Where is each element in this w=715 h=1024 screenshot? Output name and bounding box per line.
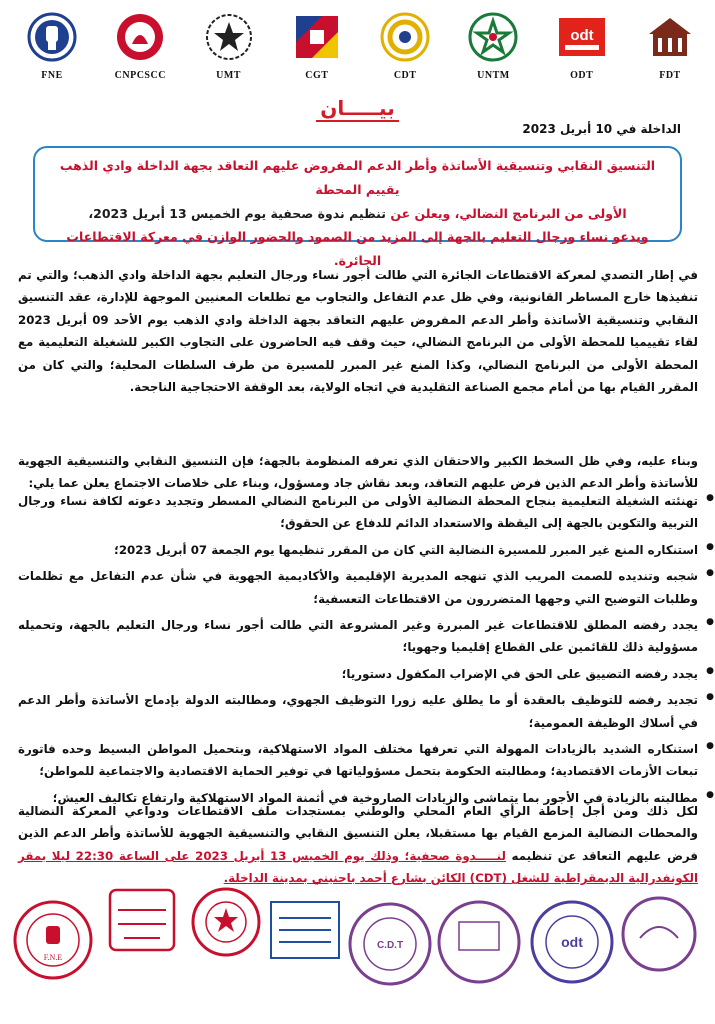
logo-cnpcscc <box>104 12 176 92</box>
logo-label: CDT <box>393 70 417 81</box>
logo-label: CGT <box>305 70 329 81</box>
logo-cdt <box>369 12 441 92</box>
logo-fne <box>16 12 88 92</box>
list-item: ● استنكاره الشديد بالزيادات المهولة التي تعرفها مختلف المواد الاستهلاكية، وبتحميل المواطن البسيط وحده فاتورة تبعات الأزمات الاقتصادية؛ ومطالبته الحكومة بتحمل مسؤولياتها في توفير الحماية الاقتصادية والاجتماعية للمواطن؛ <box>18 738 698 783</box>
cdt-icon <box>380 12 430 62</box>
cnpcscc-stamp <box>102 882 182 962</box>
logo-label: ODT <box>570 70 594 81</box>
svg-text:odt: odt <box>570 27 594 44</box>
stamps-row <box>10 880 705 1005</box>
regional-office-stamp <box>265 890 345 970</box>
logo-label: CNPCSCC <box>114 70 166 81</box>
logo-untm <box>457 12 529 92</box>
summary-line-3: ويدعو نساء ورجال التعليم بالجهة إلى المزيد من الصمود والحضور الوازن في معركة الاقتطاعات الجائرة. <box>66 229 649 268</box>
summary-box <box>33 146 682 268</box>
logo-label: FDT <box>659 70 681 81</box>
logo-fdt <box>634 12 706 92</box>
untm-stamp <box>435 892 523 992</box>
decision-paragraph: وبناء عليه، وفي ظل السخط الكبير والاحتقان الذي تعرفه المنظومة بالجهة؛ فإن التنسيق النقابي والتنسيقية الجهوية للأساتذة وأطر الدعم الذين فرض عليهم التعاقد، وبعد نقاش جاد ومسؤول، وبناء على خلاصات الاجتماع يعلن عما يلي: <box>18 454 698 491</box>
umt-stamp <box>188 884 264 964</box>
summary-line-2 <box>45 202 670 226</box>
star-gear-icon <box>204 12 254 62</box>
document-title <box>0 96 715 122</box>
logo-cgt <box>281 12 353 92</box>
press-conference-announcement: لنـــــدوة صحفية؛ وذلك يوم الخميس 13 أبريل 2023 على الساعة 22:30 ليلا بمقر الكونفدرالية الديمقراطية للشغل (CDT) الكائن بشارع أحمد باحنيني بمدينة الداخلة. <box>18 848 698 886</box>
list-item: ● استنكاره المنع غير المبرر للمسيرة النضالية التي كان من المقرر تنظيمها يوم الجمعة 07 أبريل 2023؛ <box>18 539 698 561</box>
logo-umt <box>193 12 265 92</box>
list-item: ● شجبه وتنديده للصمت المريب الذي تنهجه المديرية الإقليمية والأكاديمية الجهوية في شأن عدم التفاعل مع تظلمات وطلبات التوضيح التي وجهها المتضررون من الاقتطاعات التعسفية؛ <box>18 565 698 610</box>
fne-stamp <box>12 892 94 992</box>
union-logos-row <box>16 12 706 92</box>
title-text: بيـــــان <box>316 96 398 122</box>
resolutions-list <box>18 490 715 813</box>
fdt-stamp <box>618 886 700 986</box>
odt-stamp <box>528 892 616 992</box>
list-item: ● تهنئته الشغيلة التعليمية بنجاح المحطة النضالية الأولى من البرنامج النضالي المسطر وتجديد دعوته لكافة نساء ورجال التربية والتكوين بالجهة إلى اليقظة والاستعداد الدائم للدفاع عن الحقوق؛ <box>18 490 698 535</box>
stamp-text: odt <box>561 934 583 950</box>
list-item: ● مطالبته بالزيادة في الأجور بما يتماشى والزيادات الصاروخية في أثمنة المواد الاستهلاكية وارتفاع تكاليف العيش؛ <box>18 787 698 809</box>
summary-line-2a: الأولى من البرنامج النضالي، ويعلن عن <box>385 205 627 221</box>
logo-label: UMT <box>216 70 241 81</box>
document-date: الداخلة في 10 أبريل 2023 <box>522 122 681 136</box>
logo-label: FNE <box>41 70 63 81</box>
fdt-icon <box>645 12 695 62</box>
logo-odt <box>546 12 618 92</box>
cdt-stamp <box>345 894 435 994</box>
list-item: ● تجديد رفضه للتوظيف بالعقدة أو ما يطلق عليه زورا التوظيف الجهوي، ومطالبته الدولة بإدماج الأساتذة وأطر الدعم في أسلاك الوظيفة العمومية؛ <box>18 689 698 734</box>
list-item: ● يجدد رفضه المطلق للاقتطاعات غير المبررة وغير المشروعة التي طالت أجور نساء ورجال التعليم بالجهة، وتحميله مسؤولية ذلك للقائمين على القطاع إقليميا وجهويا؛ <box>18 614 698 659</box>
stamp-text: C.D.T <box>376 940 404 951</box>
list-item: ● يجدد رفضه التضييق على الحق في الإضراب المكفول دستوريا؛ <box>18 663 698 685</box>
retirees-icon <box>115 12 165 62</box>
closing-text: لكل ذلك ومن أجل إحاطة الرأي العام المحلي والوطني بمستجدات ملف الاقتطاعات ودواعي المعركة النضالية والمحطات النضالية المزمع القيام بها مستقبلا، يعلن التنسيق النقابي والتنسيقية الجهوية للأساتذة وأطر الدعم الذين فرض عليهم التعاقد عن تنظيمه <box>18 804 698 863</box>
cgt-icon <box>292 12 342 62</box>
logo-label: UNTM <box>477 70 510 81</box>
intro-paragraph: في إطار التصدي لمعركة الاقتطاعات الجائرة التي طالت أجور نساء ورجال التعليم بجهة الداخلة وادي الذهب؛ والتي تم تنفيذها خارج المساطر القانونية، وفي ظل عدم التفاعل والتجاوب مع تطلعات المعنيين الموجهة للإدارة، عقد التنسيق النقابي وتنسيقية الأساتذة وأطر الدعم المفروض عليهم التعاقد بجهة الداخلة وادي الذهب يوم الأحد 09 أبريل 2023 لقاء تقييميا للمحطة الأولى من البرنامج النضالي، حيث وقف فيه الحاضرون على التجاوب الكبير للشغيلة التعليمية مع المحطة الأولى من البرنامج النضالي، وكذا المنع غير المبرر للمسيرة من طرف السلطات المحلية؛ والتي كان من المقرر القيام بها من أمام مجمع الصناعة التقليدية في اتجاه الولاية، بعد الوقفة الاحتجاجية الناجحة. <box>18 268 698 395</box>
stamp-text: F.N.E <box>43 953 63 962</box>
closing-paragraph <box>18 800 698 890</box>
odt-icon <box>557 12 607 62</box>
fist-icon <box>27 12 77 62</box>
summary-line-2b: تنظيم ندوة صحفية يوم الخميس 13 أبريل 2023، <box>88 205 386 221</box>
untm-icon <box>468 12 518 62</box>
summary-line-1: التنسيق النقابي وتنسيقية الأساتذة وأطر الدعم المفروض عليهم التعاقد بجهة الداخلة وادي الذهب يقييم المحطة <box>59 158 656 197</box>
